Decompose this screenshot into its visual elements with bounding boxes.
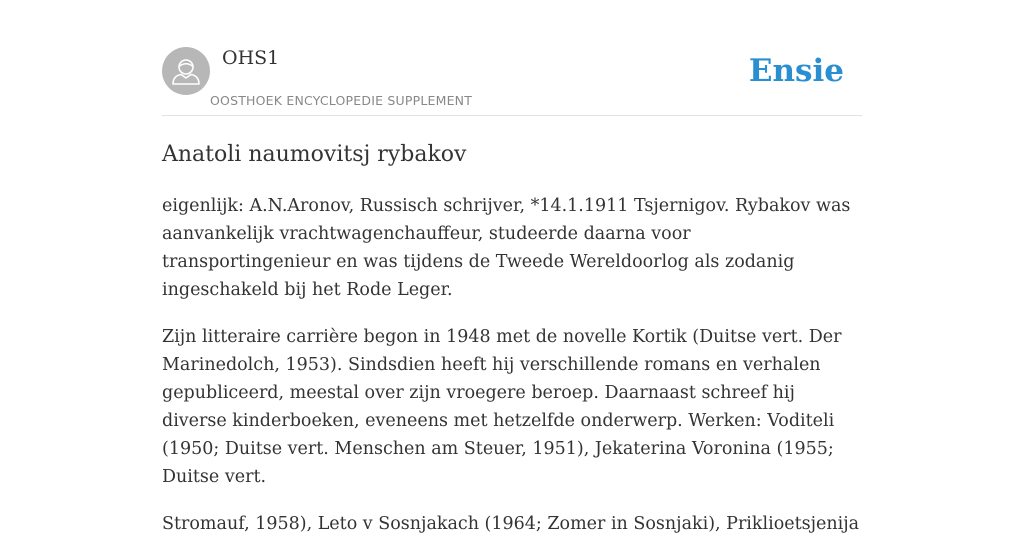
user-avatar[interactable] [162,47,210,95]
article-paragraph: Zijn litteraire carrière begon in 1948 met de novelle Kortik (Duitse vert. Der Marinedolch, 1953). Sindsdien heeft hij verschillende romans en verhalen gepubliceerd, meestal over zijn vroegere beroep. Daarnaast schreef hij diverse kinderboeken, eveneens met hetzelfde onderwerp. Werken: Voditeli (1950; Duitse vert. Menschen am Steuer, 1951), Jekaterina Voronina (1955; Duitse vert. [162,327,842,487]
username[interactable]: OHS1 [222,47,280,69]
site-logo[interactable]: Ensie [748,53,844,89]
user-placeholder-icon [162,47,210,95]
article-body [162,192,862,557]
article-paragraph: eigenlijk: A.N.Aronov, Russisch schrijver, *14.1.1911 Tsjernigov. Rybakov was aanvankelijk vrachtwagenchauffeur, studeerde daarna voor transportingenieur en was tijdens de Tweede Wereldoorlog als zodanig ingeschakeld bij het Rode Leger. [162,196,851,300]
article-paragraph: Stromauf, 1958), Leto v Sosnjakach (1964; Zomer in Sosnjaki), Priklioetsjenija [162,514,860,534]
source-label[interactable]: OOSTHOEK ENCYCLOPEDIE SUPPLEMENT [210,93,473,108]
article-title: Anatoli naumovitsj rybakov [162,142,467,167]
header [162,44,862,116]
